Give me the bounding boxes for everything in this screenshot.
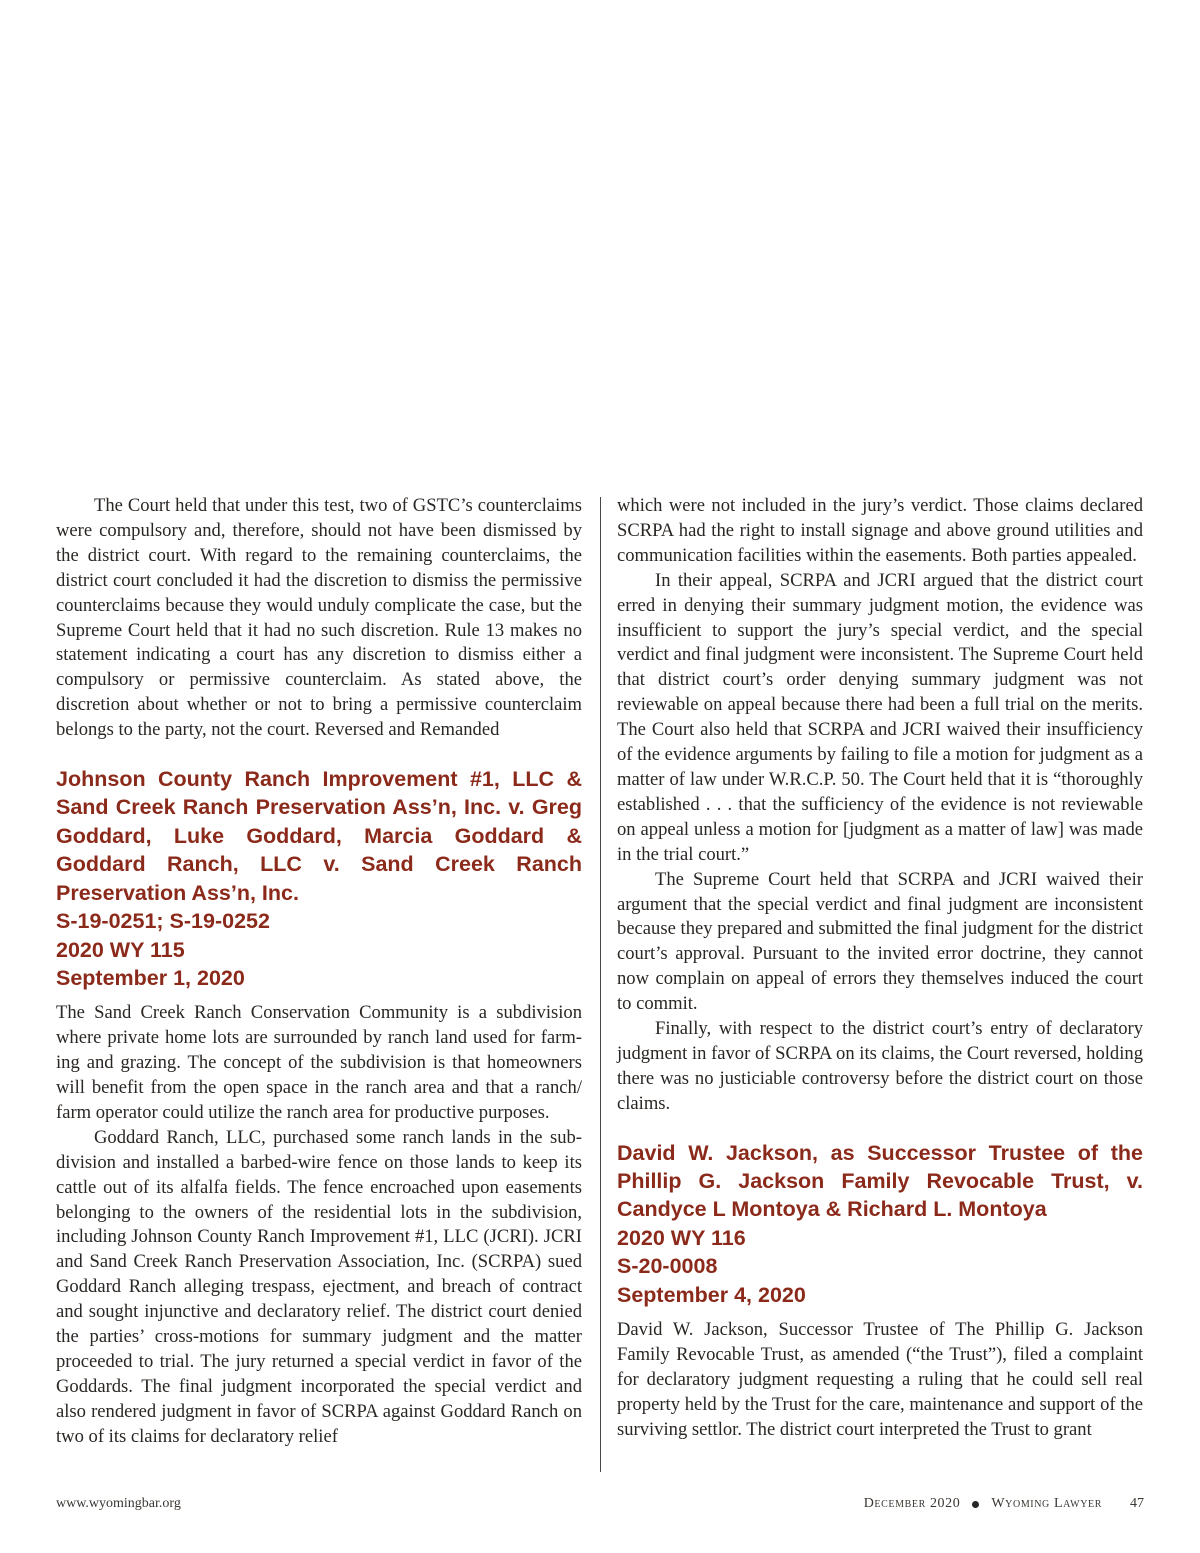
footer-issue-info bbox=[864, 1496, 1144, 1512]
body-paragraph: which were not included in the jury’s verdict. Those claims declared SCRPA had the right to install signage and above ground utilities and communication facilities within the easements. Both parties appealed. bbox=[617, 495, 1143, 566]
right-column bbox=[617, 494, 1143, 1443]
footer-website: www.wyomingbar.org bbox=[56, 1496, 181, 1511]
case-citation: 2020 WY 116 bbox=[617, 1225, 746, 1250]
body-paragraph: David W. Jackson, Successor Trustee of The Phillip G. Jackson Family Revocable Trust, as amended (“the Trust”), filed a complaint for declaratory judgment requesting a ruling that he could sell real property held by the Trust for the care, maintenance and support of the surviving settlor. The district court interpreted the Trust to grant bbox=[617, 1319, 1143, 1440]
case-heading-johnson-county bbox=[56, 765, 582, 992]
body-paragraph: The Supreme Court held that SCRPA and JCRI waived their argument that the special verdict and final judgment are inconsistent because they prepared and submitted the final judgment for the district court’s approval. Pursuant to the invited error doctrine, they cannot now complain on appeal of errors they themselves induced the court to commit. bbox=[617, 868, 1143, 1015]
body-paragraph: The Sand Creek Ranch Conservation Community is a subdivision where private home lots are surrounded by ranch land used for farming and grazing. The concept of the subdivision is that homeowners will benefit from the open space in the ranch area and that a ranch/ farm operator could utilize the ranch area for productive purposes. bbox=[56, 1002, 582, 1123]
column-divider bbox=[600, 497, 601, 1472]
footer-publication: Wyoming Lawyer bbox=[991, 1496, 1102, 1511]
case-heading-jackson bbox=[617, 1139, 1143, 1309]
case-citation: 2020 WY 115 bbox=[56, 937, 185, 962]
body-paragraph: Goddard Ranch, LLC, purchased some ranch lands in the subdivision and installed a barbed-wire fence on those lands to keep its cattle out of its alfalfa fields. The fence encroached upon easements belonging to the owners of the residential lots in the subdivision, including Johnson County Ranch Improvement #1, LLC (JCRI). JCRI and Sand Creek Ranch Preservation Association, Inc. (SCRPA) sued Goddard Ranch alleging trespass, ejectment, and breach of contract and sought injunctive and declaratory relief. The district court denied the parties’ cross-motions for summary judgment and the matter proceeded to trial. The jury returned a special verdict in favor of the Goddards. The final judgment incorporated the special verdict and also rendered judgment in favor of SCRPA against Goddard Ranch on two of its claims for declaratory relief bbox=[56, 1126, 582, 1447]
case-date: September 1, 2020 bbox=[56, 965, 245, 990]
case-title: Johnson County Ranch Improvement #1, LLC & Sand Creek Ranch Preservation Ass’n, Inc. v. Greg Goddard, Luke Goddard, Marcia Goddard & Goddard Ranch, LLC v. Sand Creek Ranch Preservation Ass’n, Inc. bbox=[56, 767, 582, 905]
body-paragraph: Finally, with respect to the district court’s entry of declaratory judgment in favor of SCRPA on its claims, the Court reversed, holding there was no justiciable controversy before the district court on those claims. bbox=[617, 1018, 1143, 1114]
case-title: David W. Jackson, as Successor Trustee of the Phillip G. Jackson Family Revocable Trust, v. Candyce L Montoya & Richard L. Montoya bbox=[617, 1140, 1143, 1222]
bullet-icon bbox=[972, 1501, 979, 1508]
case-docket: S-20-0008 bbox=[617, 1254, 718, 1279]
footer-issue-date: December 2020 bbox=[863, 1496, 961, 1511]
page-number: 47 bbox=[1130, 1496, 1144, 1511]
body-paragraph: The Court held that under this test, two of GSTC’s counterclaims were compulsory and, therefore, should not have been dismissed by the district court. With regard to the remaining counterclaims, the district court concluded it had the discretion to dismiss the permissive counterclaims because they would unduly complicate the case, but the Supreme Court held that it had no such discretion. Rule 13 makes no statement indicating a court has any discretion to dismiss either a compulsory or permissive counterclaim. As stated above, the discretion about whether or not to bring a permissive counterclaim belongs to the party, not the court. Reversed and Remanded bbox=[56, 495, 582, 741]
left-column bbox=[56, 494, 582, 1450]
case-date: September 4, 2020 bbox=[617, 1282, 806, 1307]
body-paragraph: In their appeal, SCRPA and JCRI argued that the district court erred in denying their summary judgment motion, the evidence was insufficient to support the jury’s special verdict, and the special verdict and final judgment were inconsistent. The Supreme Court held that district court’s order denying summary judgment was not reviewable on appeal because there had been a full trial on the merits. The Court also held that SCRPA and JCRI waived their insufficiency of the evidence arguments by failing to file a motion for judgment as a matter of law under W.R.C.P. 50. The Court held that it is “thoroughly established . . . that the sufficiency of the evidence is not reviewable on appeal unless a motion for [judgment as a matter of law] was made in the trial court.” bbox=[617, 569, 1143, 865]
case-docket: S-19-0251; S-19-0252 bbox=[56, 909, 270, 934]
